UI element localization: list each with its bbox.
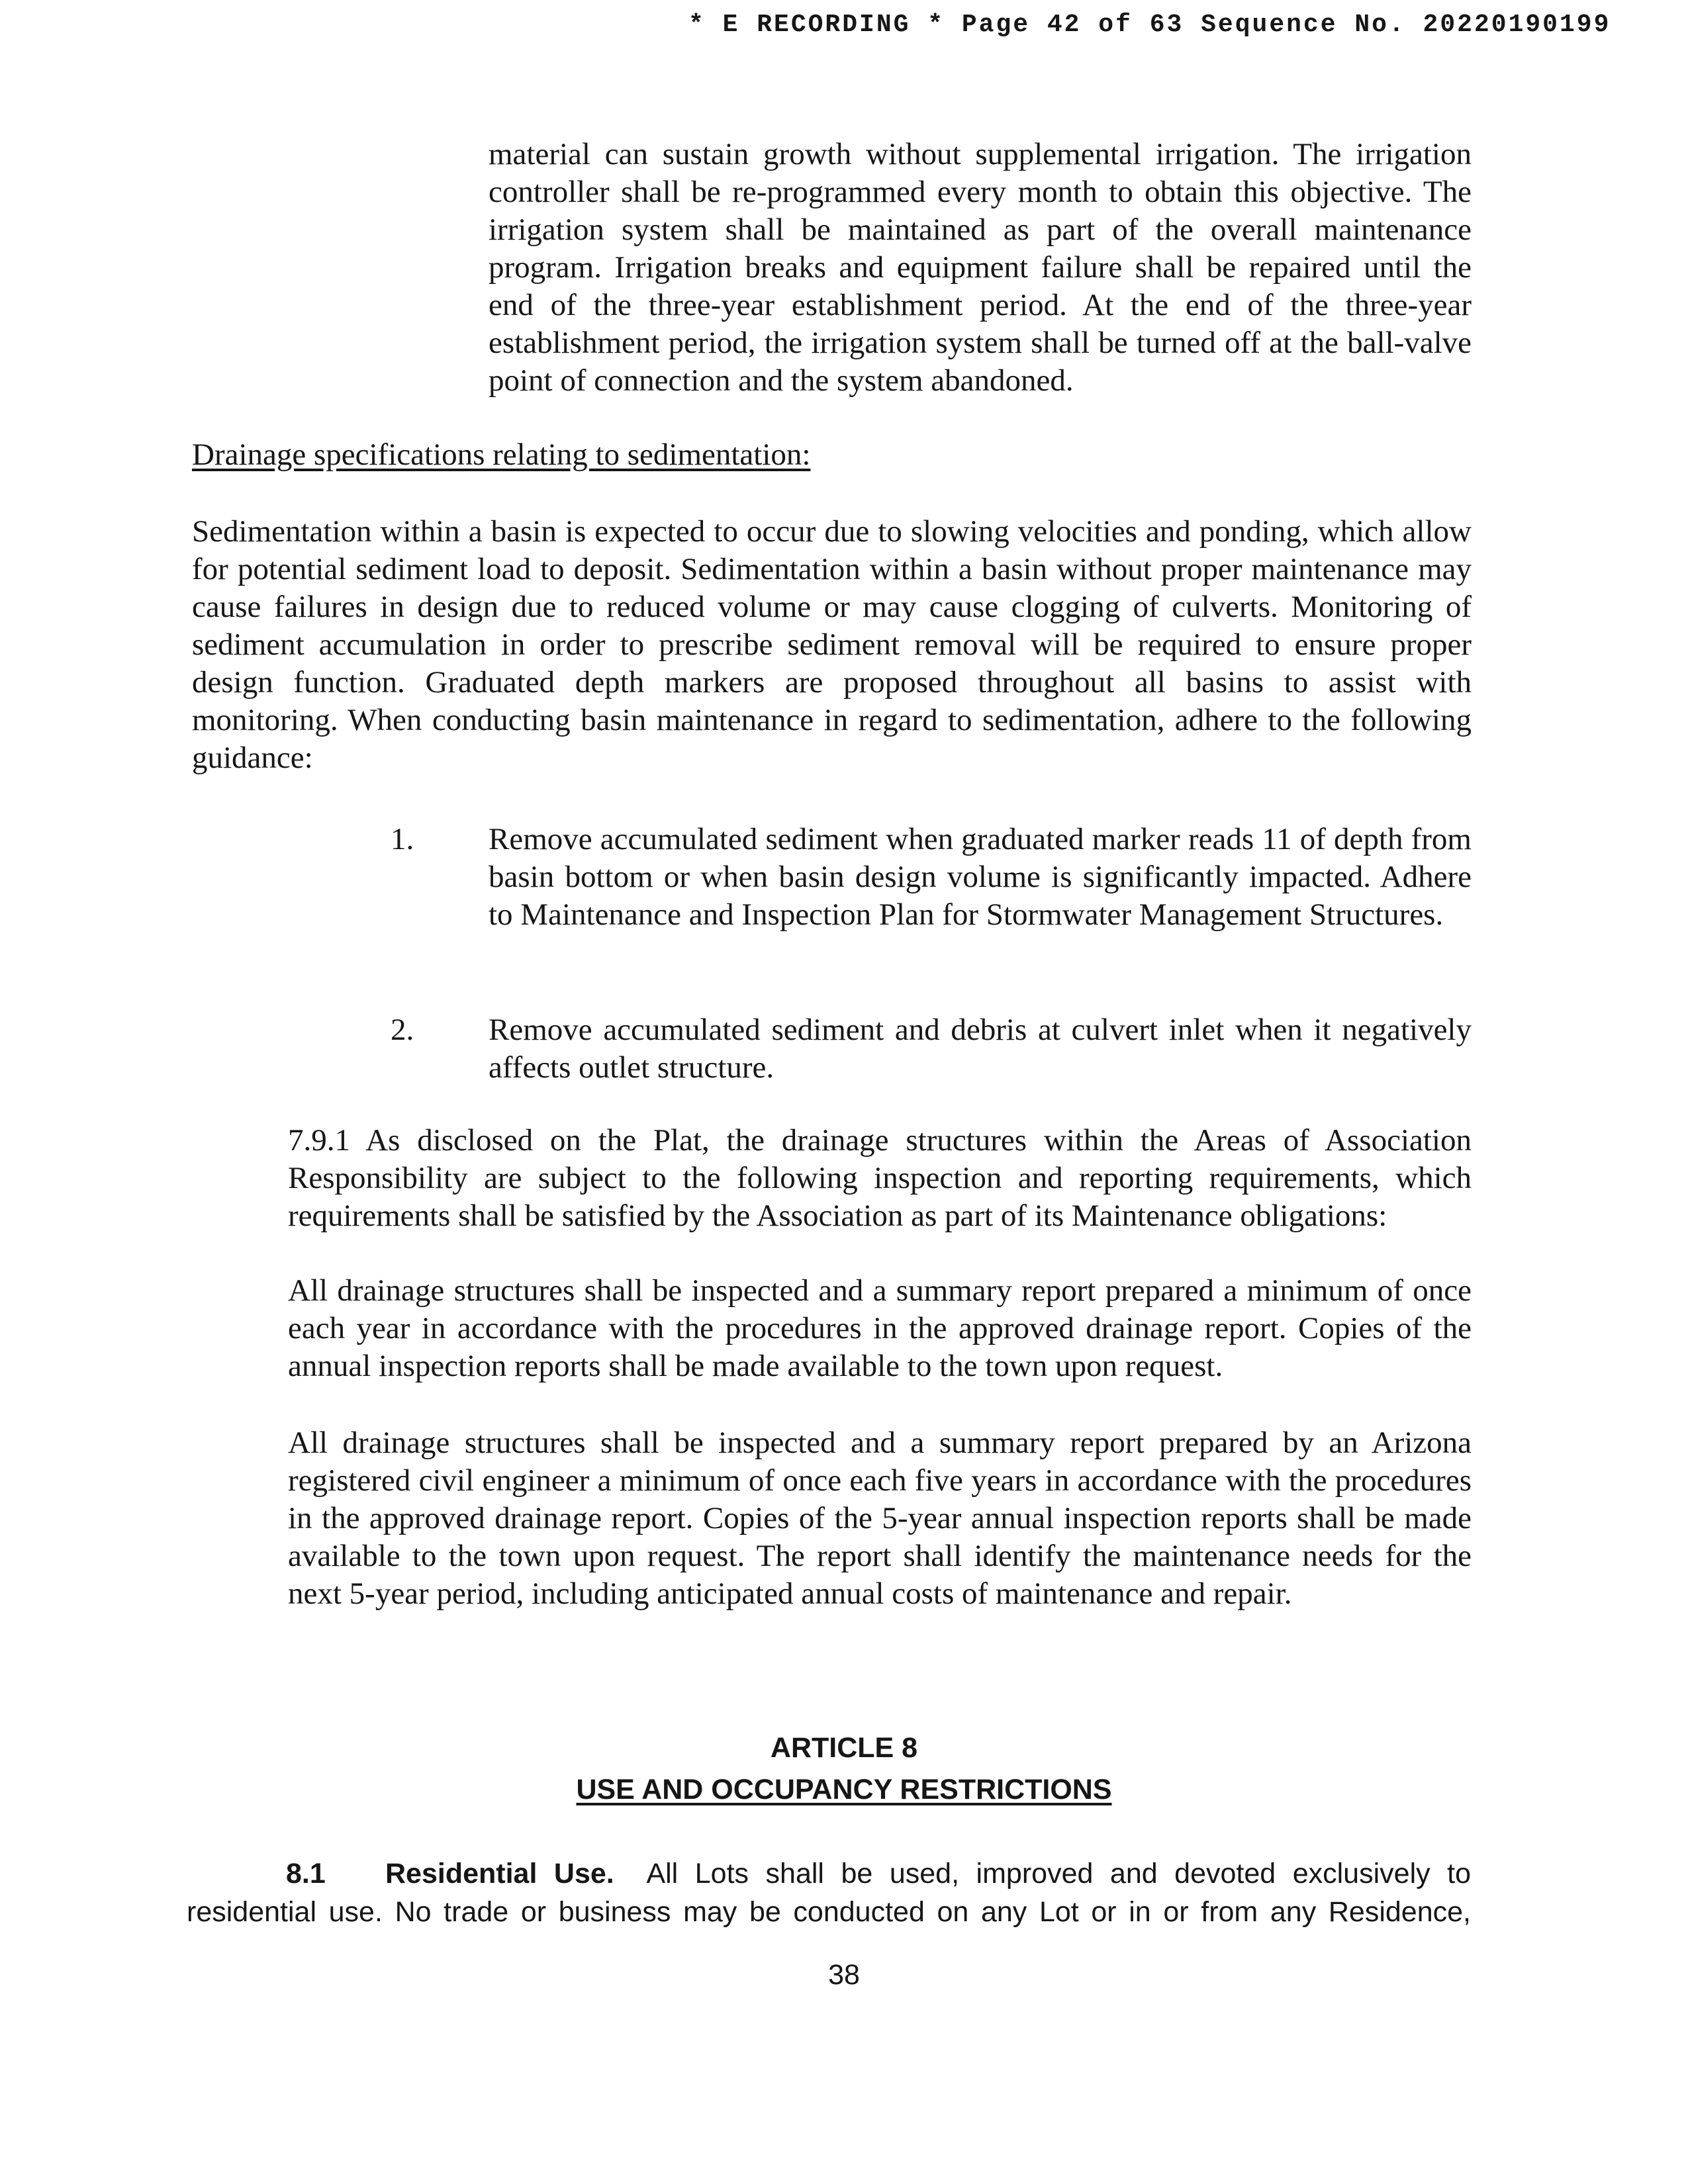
five-year-inspection-paragraph: All drainage structures shall be inspected and a summary report prepared by an Arizona registered civil engineer a minimum of once each five years in accordance with the procedures in the approved drainage report. Copies of the 5-year annual inspection reports shall be made available to the town upon request. The report shall identify the maintenance needs for the next 5-year period, including anticipated annual costs of maintenance and repair. xyxy=(288,1426,1472,1611)
list-item xyxy=(391,1011,1472,1091)
recording-header: * E RECORDING * Page 42 of 63 Sequence No. 20220190199 xyxy=(688,11,1611,39)
list-item xyxy=(391,821,1472,979)
section-8-1-paragraph xyxy=(187,1854,1471,1931)
section-title: Residential Use. xyxy=(385,1858,614,1889)
section-number: 8.1 xyxy=(286,1858,326,1889)
list-item-number: 2. xyxy=(391,1013,414,1047)
page-number: 38 xyxy=(828,1959,860,1991)
annual-inspection-paragraph: All drainage structures shall be inspected and a summary report prepared a minimum of once each year in accordance with the procedures in the approved drainage report. Copies of the annual inspection reports shall be made available to the town upon request. xyxy=(288,1273,1472,1383)
section-7-9-1-paragraph: 7.9.1 As disclosed on the Plat, the drainage structures within the Areas of Association Responsibility are subject to the following inspection and reporting requirements, which requirements shall be satisfied by the Association as part of its Maintenance obligations: xyxy=(288,1123,1472,1233)
article-title: USE AND OCCUPANCY RESTRICTIONS xyxy=(576,1774,1112,1805)
sedimentation-paragraph: Sedimentation within a basin is expected to occur due to slowing velocities and ponding, which allow for potential sediment load to deposit. Sedimentation within a basin without proper maintenance may cause failures in design due to reduced volume or may cause clogging of culverts. Monitoring of sediment accumulation in order to prescribe sediment removal will be required to ensure proper design function. Graduated depth markers are proposed throughout all basins to assist with monitoring. When conducting basin maintenance in regard to sedimentation, adhere to the following guidance: xyxy=(192,514,1472,775)
article-number: ARTICLE 8 xyxy=(770,1732,918,1764)
list-item-number: 1. xyxy=(391,822,414,856)
section-text: All Lots shall be used, improved and devoted exclusively to residential use. No trade or business may be conducted on any Lot or in or from any Residence, xyxy=(187,1858,1471,1928)
irrigation-paragraph: material can sustain growth without supplemental irrigation. The irrigation controller shall be re-programmed every month to obtain this objective. The irrigation system shall be maintained as part of the overall maintenance program. Irrigation breaks and equipment failure shall be repaired until the end of the three-year establishment period. At the end of the three-year establishment period, the irrigation system shall be turned off at the ball-valve point of connection and the system abandoned. xyxy=(489,137,1472,398)
list-item-text: Remove accumulated sediment when graduated marker reads 11 of depth from basin bottom or when basin design volume is significantly impacted. Adhere to Maintenance and Inspection Plan for Stormwater Management Structures. xyxy=(489,822,1472,932)
list-item-text: Remove accumulated sediment and debris at culvert inlet when it negatively affects outlet structure. xyxy=(489,1013,1472,1085)
drainage-heading: Drainage specifications relating to sedimentation: xyxy=(192,437,811,472)
